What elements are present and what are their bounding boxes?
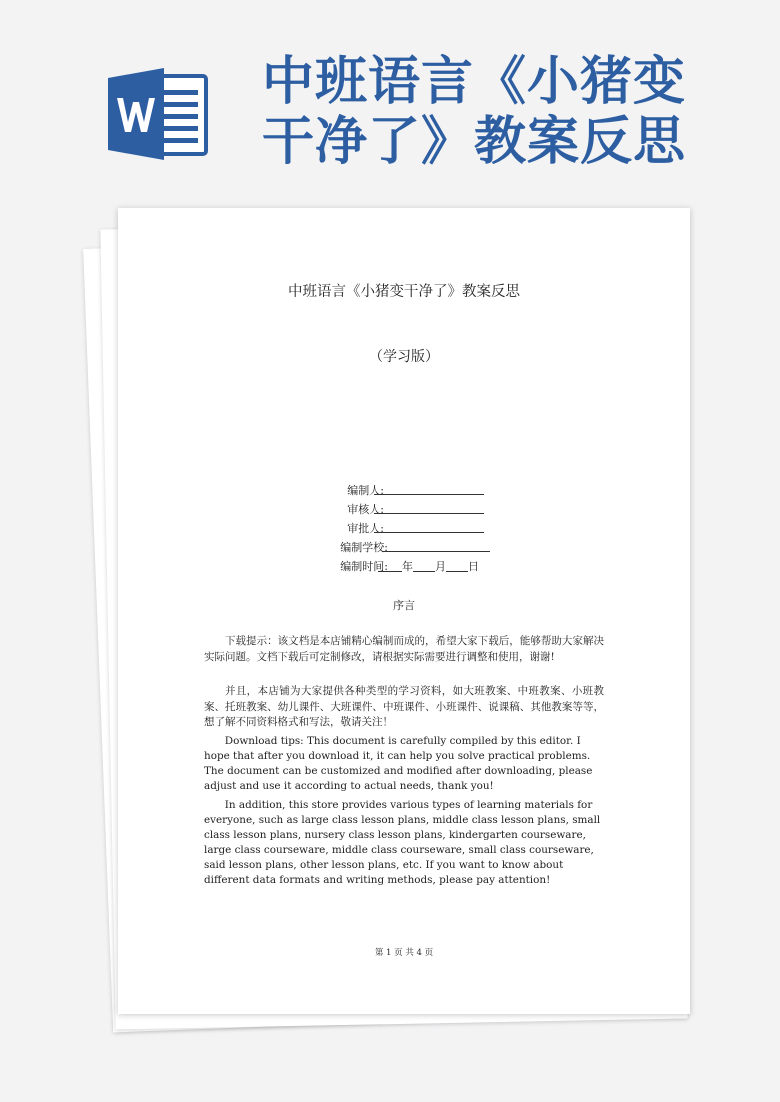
time-label: 编制时间: [340,560,388,573]
page-footer: 第 1 页 共 4 页 [374,948,434,958]
meta-row-approver [268,519,508,538]
school-label: 编制学校: [340,541,388,554]
editor-label: 编制人: [347,484,384,497]
year-label: 年 [402,560,413,573]
reviewer-field-line [374,513,484,514]
word-document-icon [108,68,208,160]
preface-heading: 序言 [393,599,415,612]
reviewer-label: 审核人: [347,503,384,516]
editor-field-line [374,494,484,495]
day-label: 日 [468,560,479,573]
document-title: 中班语言《小猪变干净了》教案反思 [288,284,520,300]
paragraph-en-2: In addition, this store provides various types of learning materials for everyone, such as large class lesson plans, middle class lesson plans, small class lesson plans, nursery class lesson plans, kindergarten courseware, large class courseware, middle class courseware, small class courseware, said lesson plans, other lesson plans, etc. If you want to know about different data formats and writing methods, please pay attention! [204,799,601,886]
meta-row-time [268,557,508,576]
approver-field-line [374,532,484,533]
paragraph-cn-1: 下载提示：该文档是本店铺精心编制而成的，希望大家下载后，能够帮助大家解决实际问题。文档下载后可定制修改，请根据实际需要进行调整和使用，谢谢! [204,635,604,663]
day-blank [446,559,468,572]
meta-row-editor [268,481,508,500]
year-blank [378,559,402,572]
meta-row-school [268,538,508,557]
document-version: （学习版） [369,349,439,365]
paragraph-cn-2: 并且，本店铺为大家提供各种类型的学习资料，如大班教案、中班教案、小班教案、托班教案、幼儿课件、大班课件、中班课件、小班课件、说课稿、其他教案等等，想了解不同资料格式和写法，敬请关注！ [204,685,604,728]
document-meta-form [268,481,508,576]
month-label: 月 [435,560,446,573]
banner-title-line-1: 中班语言《小猪变 [262,52,687,112]
meta-row-reviewer [268,500,508,519]
banner-title-line-2: 干净了》教案反思 [262,112,687,172]
approver-label: 审批人: [347,522,384,535]
banner-title [262,52,742,172]
paragraph-en-1: Download tips: This document is carefully compiled by this editor. I hope that after you download it, it can help you solve practical problems. The document can be customized and modified after downloading, please adjust and use it according to actual needs, thank you! [204,735,593,792]
month-blank [413,559,435,572]
school-field-line [382,551,490,552]
document-page [118,208,690,1014]
date-fields [378,557,479,576]
